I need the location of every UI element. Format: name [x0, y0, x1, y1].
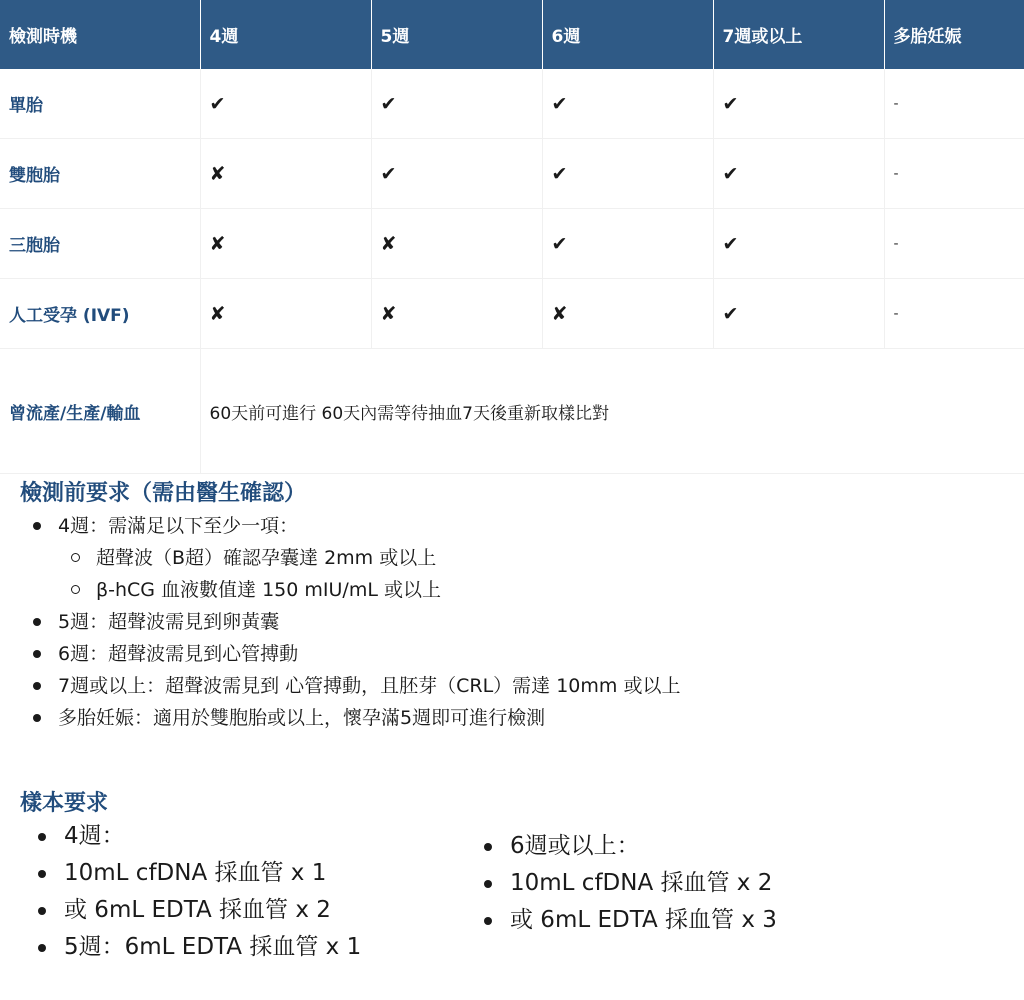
- requirements-list: [0, 510, 680, 734]
- list-item: 超聲波（B超）確認孕囊達 2mm 或以上: [0, 542, 680, 574]
- table-row: [0, 279, 1024, 349]
- list-item: 或 6mL EDTA 採血管 x 2: [34, 892, 361, 929]
- header-week-6: 6週: [542, 0, 713, 69]
- check-icon: ✔: [713, 139, 884, 209]
- check-icon: ✔: [371, 139, 542, 209]
- row-label-triplets: 三胞胎: [0, 209, 200, 279]
- check-icon: ✔: [200, 69, 371, 139]
- list-item: 多胎妊娠：適用於雙胞胎或以上，懷孕滿5週即可進行檢測: [0, 702, 680, 734]
- samples-list-right: [480, 828, 777, 939]
- list-item: 5週：6mL EDTA 採血管 x 1: [34, 929, 361, 966]
- list-item: β-hCG 血液數值達 150 mIU/mL 或以上: [0, 574, 680, 606]
- cross-icon: ✘: [371, 279, 542, 349]
- dash-cell: -: [884, 279, 1024, 349]
- cross-icon: ✘: [542, 279, 713, 349]
- cross-icon: ✘: [371, 209, 542, 279]
- requirements-title: 檢測前要求（需由醫生確認）: [20, 481, 307, 506]
- table-row-note: [0, 349, 1024, 474]
- check-icon: ✔: [713, 209, 884, 279]
- list-item: 4週：: [34, 818, 361, 855]
- header-week-7-plus: 7週或以上: [713, 0, 884, 69]
- table-row: [0, 139, 1024, 209]
- timing-table: [0, 0, 1024, 474]
- check-icon: ✔: [713, 69, 884, 139]
- list-item: 或 6mL EDTA 採血管 x 3: [480, 902, 777, 939]
- samples-title: 樣本要求: [20, 791, 109, 816]
- list-item: 5週：超聲波需見到卵黃囊: [0, 606, 680, 638]
- header-timing: 檢測時機: [0, 0, 200, 69]
- check-icon: ✔: [713, 279, 884, 349]
- dash-cell: -: [884, 69, 1024, 139]
- list-item: 6週或以上：: [480, 828, 777, 865]
- cross-icon: ✘: [200, 209, 371, 279]
- header-week-5: 5週: [371, 0, 542, 69]
- header-week-4: 4週: [200, 0, 371, 69]
- row-label-twins: 雙胞胎: [0, 139, 200, 209]
- dash-cell: -: [884, 209, 1024, 279]
- list-item: 6週：超聲波需見到心管搏動: [0, 638, 680, 670]
- header-multiple-pregnancy: 多胎妊娠: [884, 0, 1024, 69]
- row-label-singleton: 單胎: [0, 69, 200, 139]
- list-item: 4週：需滿足以下至少一項：: [0, 510, 680, 542]
- dash-cell: -: [884, 139, 1024, 209]
- list-item: 10mL cfDNA 採血管 x 1: [34, 855, 361, 892]
- table-row: [0, 69, 1024, 139]
- history-note: 60天前可進行 60天內需等待抽血7天後重新取樣比對: [200, 349, 1024, 474]
- check-icon: ✔: [542, 69, 713, 139]
- check-icon: ✔: [542, 209, 713, 279]
- check-icon: ✔: [371, 69, 542, 139]
- cross-icon: ✘: [200, 139, 371, 209]
- cross-icon: ✘: [200, 279, 371, 349]
- check-icon: ✔: [542, 139, 713, 209]
- samples-list-left: [34, 818, 361, 966]
- row-label-history: 曾流產/生產/輸血: [0, 349, 200, 474]
- list-item: 10mL cfDNA 採血管 x 2: [480, 865, 777, 902]
- table-row: [0, 209, 1024, 279]
- row-label-ivf: 人工受孕 (IVF): [0, 279, 200, 349]
- list-item: 7週或以上：超聲波需見到 心管搏動，且胚芽（CRL）需達 10mm 或以上: [0, 670, 680, 702]
- table-header-row: [0, 0, 1024, 69]
